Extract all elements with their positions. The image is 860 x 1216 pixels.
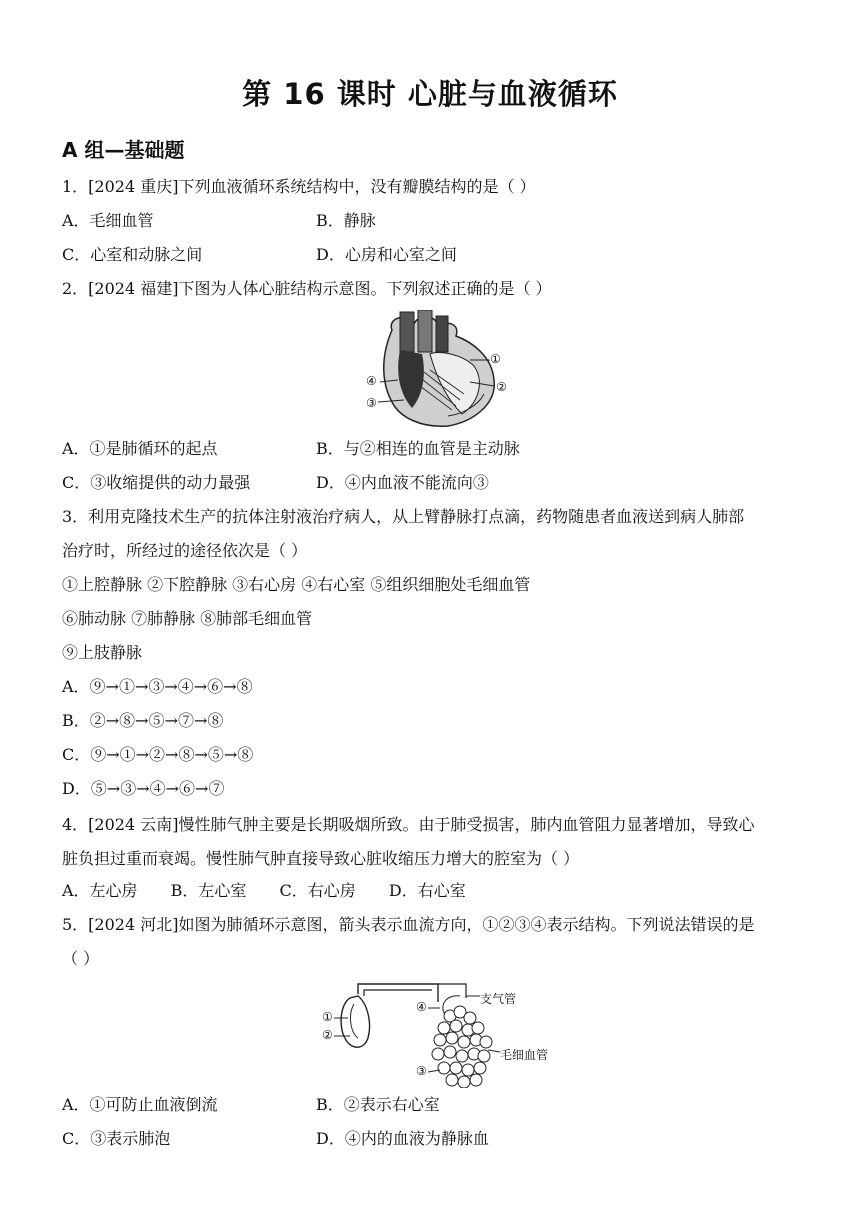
q3-option-a: A．⑨→①→③→④→⑥→⑧ [62, 677, 253, 696]
section-title: A 组—基础题 [62, 138, 185, 162]
heart-label-4: ④ [366, 374, 377, 388]
bronchus-label: 支气管 [480, 992, 517, 1006]
q1-option-d: D．心房和心室之间 [316, 245, 457, 264]
q1-option-b: B．静脉 [316, 211, 376, 230]
heart-illustration [352, 310, 522, 430]
circulation-label-3: ③ [416, 1064, 427, 1078]
q4-options [62, 880, 494, 902]
q4-option-b: B．左心室 [170, 881, 247, 900]
q3-list-line2: ⑥肺动脉 ⑦肺静脉 ⑧肺部毛细血管 [62, 609, 313, 628]
q4-option-a: A．左心房 [62, 881, 138, 900]
q4-stem-line1: 4．[2024 云南]慢性肺气肿主要是长期吸烟所致。由于肺受损害，肺内血管阻力显著增加，导致心 [62, 815, 755, 834]
q2-option-d: D．④内血液不能流向③ [316, 473, 489, 492]
page-title: 第 16 课时 心脏与血液循环 [242, 77, 618, 111]
pulmonary-circulation-diagram [320, 978, 560, 1088]
q5-stem-line1: 5．[2024 河北]如图为肺循环示意图，箭头表示血流方向，①②③④表示结构。下列说法错误的是 [62, 915, 755, 934]
q5-option-d: D．④内的血液为静脉血 [316, 1129, 489, 1148]
q1-option-c: C．心室和动脉之间 [62, 245, 203, 264]
q4-option-c: C．右心房 [279, 881, 356, 900]
circulation-label-4: ④ [416, 1000, 427, 1014]
q4-stem-line2: 脏负担过重而衰竭。慢性肺气肿直接导致心脏收缩压力增大的腔室为（ ） [62, 849, 580, 868]
q2-option-b: B．与②相连的血管是主动脉 [316, 439, 520, 458]
capillary-label: 毛细血管 [500, 1048, 549, 1062]
q5-option-b: B．②表示右心室 [316, 1095, 440, 1114]
q2-option-c: C．③收缩提供的动力最强 [62, 473, 251, 492]
q5-option-a: A．①可防止血液倒流 [62, 1095, 218, 1114]
q3-list-line3: ⑨上肢静脉 [62, 643, 143, 662]
q3-list-line1: ①上腔静脉 ②下腔静脉 ③右心房 ④右心室 ⑤组织细胞处毛细血管 [62, 575, 531, 594]
pulmonary-circulation-illustration [320, 978, 560, 1088]
q2-option-a: A．①是肺循环的起点 [62, 439, 218, 458]
circulation-label-2: ② [322, 1028, 333, 1042]
heart-label-2: ② [496, 380, 507, 394]
q5-option-c: C．③表示肺泡 [62, 1129, 171, 1148]
q3-option-c: C．⑨→①→②→⑧→⑤→⑧ [62, 745, 254, 764]
q5-stem-line2: （ ） [62, 949, 100, 968]
q3-option-d: D．⑤→③→④→⑥→⑦ [62, 779, 225, 798]
q1-option-a: A．毛细血管 [62, 211, 154, 230]
q2-stem: 2．[2024 福建]下图为人体心脏结构示意图。下列叙述正确的是（ ） [62, 279, 552, 298]
heart-diagram [352, 310, 522, 430]
q3-option-b: B．②→⑧→⑤→⑦→⑧ [62, 711, 224, 730]
q4-option-d: D．右心室 [388, 881, 466, 900]
q3-stem-line2: 治疗时，所经过的途径依次是（ ） [62, 541, 308, 560]
q1-stem: 1．[2024 重庆]下列血液循环系统结构中，没有瓣膜结构的是（ ） [62, 177, 536, 196]
heart-label-1: ① [490, 352, 501, 366]
q3-stem-line1: 3．利用克隆技术生产的抗体注射液治疗病人，从上臂静脉打点滴，药物随患者血液送到病人肺部 [62, 507, 745, 526]
heart-label-3: ③ [366, 396, 377, 410]
circulation-label-1: ① [322, 1010, 333, 1024]
